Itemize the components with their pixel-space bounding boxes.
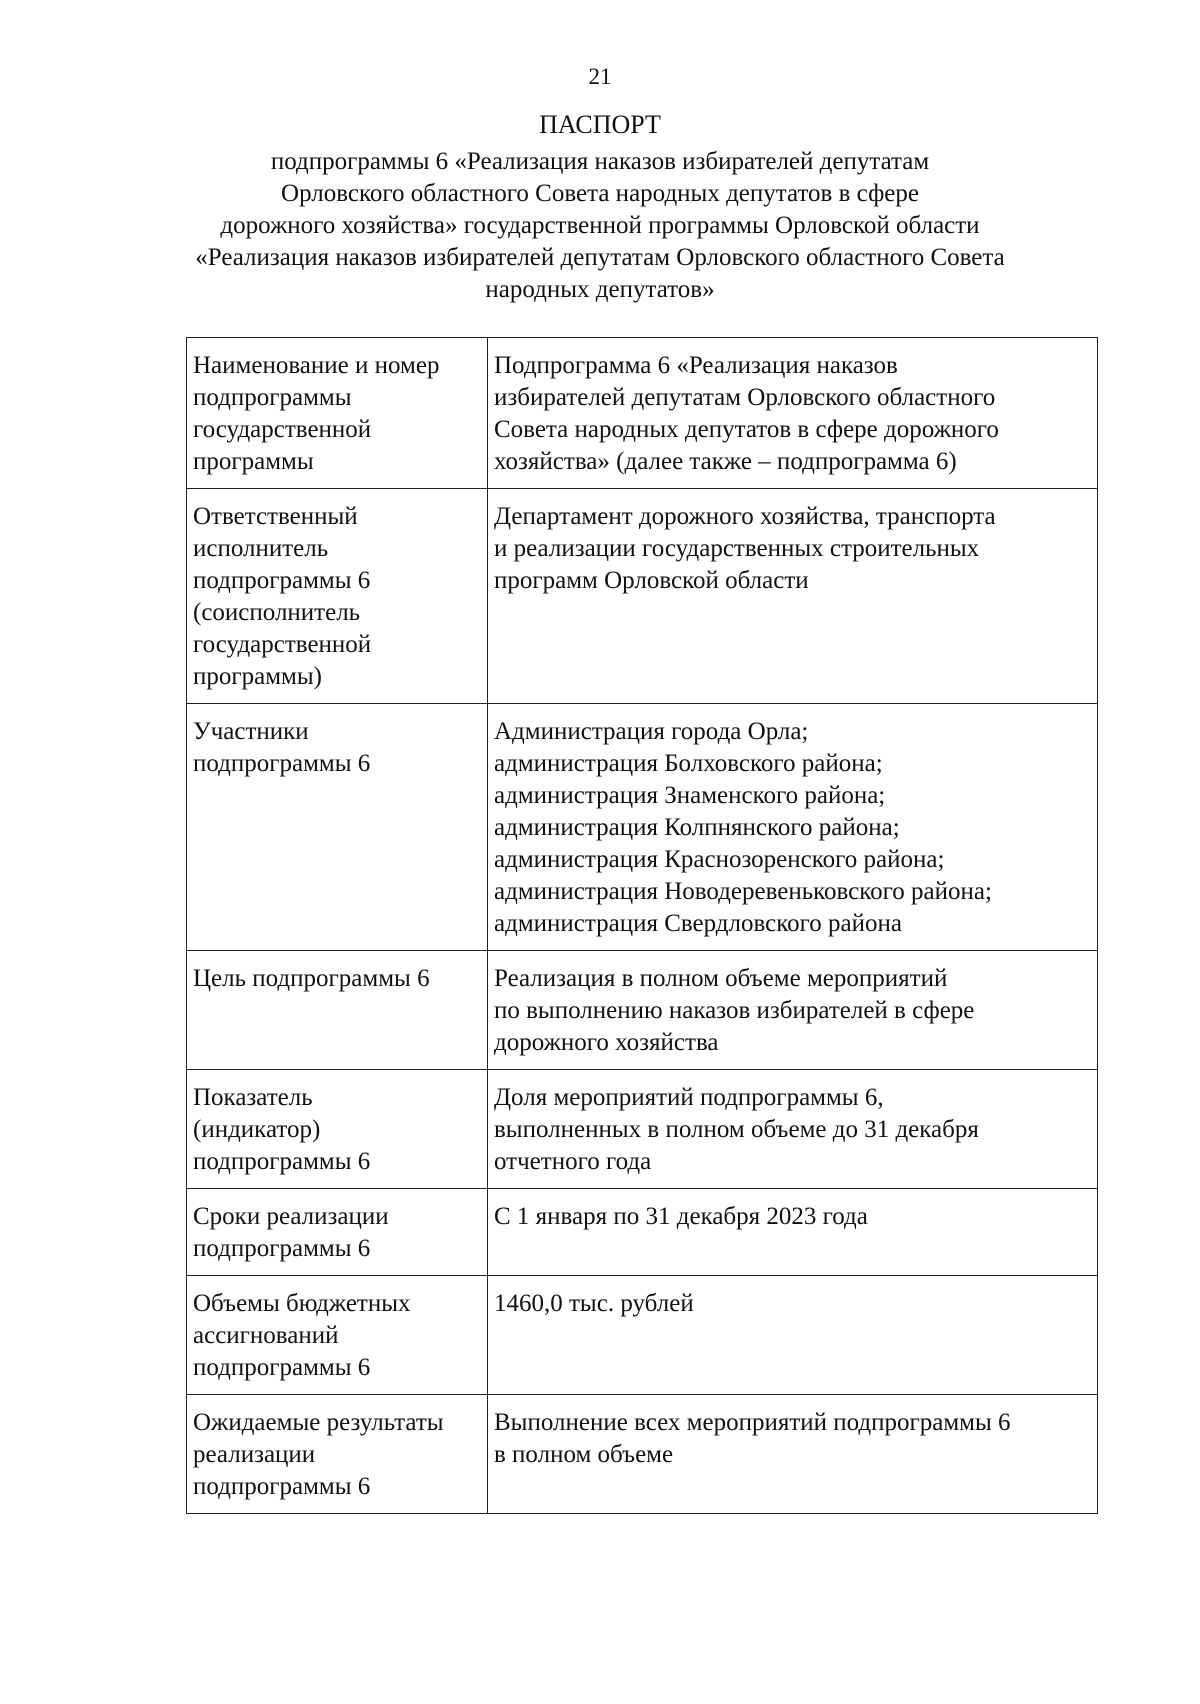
row-label-cell — [187, 1395, 488, 1514]
row-value-line: 1460,0 тыс. рублей — [494, 1290, 694, 1317]
page-number: 21 — [588, 64, 612, 89]
row-value-line: отчетного года — [494, 1148, 652, 1175]
row-value-line: администрация Болховского района; — [494, 750, 883, 777]
row-label-cell — [187, 489, 488, 704]
row-value-cell — [488, 1276, 1098, 1395]
row-value-line: по выполнению наказов избирателей в сфере — [494, 997, 975, 1024]
row-value-line: избирателей депутатам Орловского областного — [494, 384, 996, 411]
row-value-line: администрация Знаменского района; — [494, 782, 886, 809]
subtitle-line: подпрограммы 6 «Реализация наказов избирателей депутатам — [270, 148, 930, 175]
row-label-cell — [187, 1276, 488, 1395]
subtitle-line: дорожного хозяйства» государственной программы Орловской области — [220, 212, 980, 239]
row-value-line: С 1 января по 31 декабря 2023 года — [494, 1203, 868, 1230]
row-label-line: Объемы бюджетных — [193, 1290, 411, 1317]
row-label-line: Показатель — [193, 1084, 313, 1111]
row-label-line: Ожидаемые результаты — [193, 1409, 444, 1436]
row-value-line: выполненных в полном объеме до 31 декабря — [494, 1116, 979, 1143]
row-label-line: Наименование и номер — [193, 352, 440, 379]
document-heading: ПАСПОРТ — [539, 110, 661, 139]
passport-table-body — [187, 338, 1098, 1514]
row-value-line: программ Орловской области — [494, 567, 809, 594]
row-label-line: ассигнований — [193, 1322, 339, 1349]
row-label-line: Цель подпрограммы 6 — [193, 965, 430, 992]
row-value-cell — [488, 1395, 1098, 1514]
row-label-line: подпрограммы — [193, 384, 352, 411]
row-value-line: и реализации государственных строительных — [494, 535, 980, 562]
row-value-line: Совета народных депутатов в сфере дорожного — [494, 416, 999, 443]
row-label-line: Участники — [193, 718, 309, 745]
row-label-line: Ответственный — [193, 503, 358, 530]
row-value-line: хозяйства» (далее также – подпрограмма 6) — [494, 448, 957, 475]
row-label-line: программы) — [193, 663, 322, 690]
document-subtitle — [140, 146, 1060, 306]
row-value-cell — [488, 338, 1098, 489]
table-row — [187, 951, 1098, 1070]
row-value-cell — [488, 1189, 1098, 1276]
row-value-line: администрация Свердловского района — [494, 910, 902, 937]
row-value-cell — [488, 951, 1098, 1070]
row-value-cell — [488, 489, 1098, 704]
row-value-cell — [488, 1070, 1098, 1189]
row-label-cell — [187, 1070, 488, 1189]
row-label-line: реализации — [193, 1441, 316, 1468]
row-value-line: Реализация в полном объеме мероприятий — [494, 965, 948, 992]
row-label-line: подпрограммы 6 — [193, 1148, 371, 1175]
table-row — [187, 1189, 1098, 1276]
subtitle-line: «Реализация наказов избирателей депутатам Орловского областного Совета — [195, 244, 1005, 271]
row-label-line: (индикатор) — [193, 1116, 321, 1143]
row-label-line: исполнитель — [193, 535, 329, 562]
row-value-line: Доля мероприятий подпрограммы 6, — [494, 1084, 884, 1111]
row-value-line: Подпрограмма 6 «Реализация наказов — [494, 352, 898, 379]
row-value-line: администрация Краснозоренского района; — [494, 846, 945, 873]
row-label-line: государственной — [193, 631, 372, 658]
subtitle-line: Орловского областного Совета народных депутатов в сфере — [281, 180, 919, 207]
row-value-line: Выполнение всех мероприятий подпрограммы 6 — [494, 1409, 1011, 1436]
row-value-line: администрация Новодеревеньковского района; — [494, 878, 992, 905]
table-row — [187, 338, 1098, 489]
row-value-line: дорожного хозяйства — [494, 1029, 719, 1056]
row-value-cell — [488, 704, 1098, 951]
row-value-line: в полном объеме — [494, 1441, 674, 1468]
row-label-line: подпрограммы 6 — [193, 1473, 371, 1500]
table-row — [187, 1276, 1098, 1395]
row-label-cell — [187, 1189, 488, 1276]
row-label-cell — [187, 704, 488, 951]
row-label-cell — [187, 338, 488, 489]
table-row — [187, 704, 1098, 951]
row-label-line: подпрограммы 6 — [193, 1354, 371, 1381]
row-label-line: Сроки реализации — [193, 1203, 389, 1230]
passport-table — [186, 337, 1098, 1514]
table-row — [187, 489, 1098, 704]
table-row — [187, 1070, 1098, 1189]
row-label-line: подпрограммы 6 — [193, 1235, 371, 1262]
table-row — [187, 1395, 1098, 1514]
row-label-line: подпрограммы 6 — [193, 567, 371, 594]
row-label-line: (соисполнитель — [193, 599, 361, 626]
row-value-line: Департамент дорожного хозяйства, транспорта — [494, 503, 996, 530]
row-label-line: подпрограммы 6 — [193, 750, 371, 777]
row-label-cell — [187, 951, 488, 1070]
row-value-line: администрация Колпнянского района; — [494, 814, 900, 841]
row-label-line: государственной — [193, 416, 372, 443]
row-label-line: программы — [193, 448, 314, 475]
subtitle-line: народных депутатов» — [485, 276, 715, 303]
row-value-line: Администрация города Орла; — [494, 718, 809, 745]
